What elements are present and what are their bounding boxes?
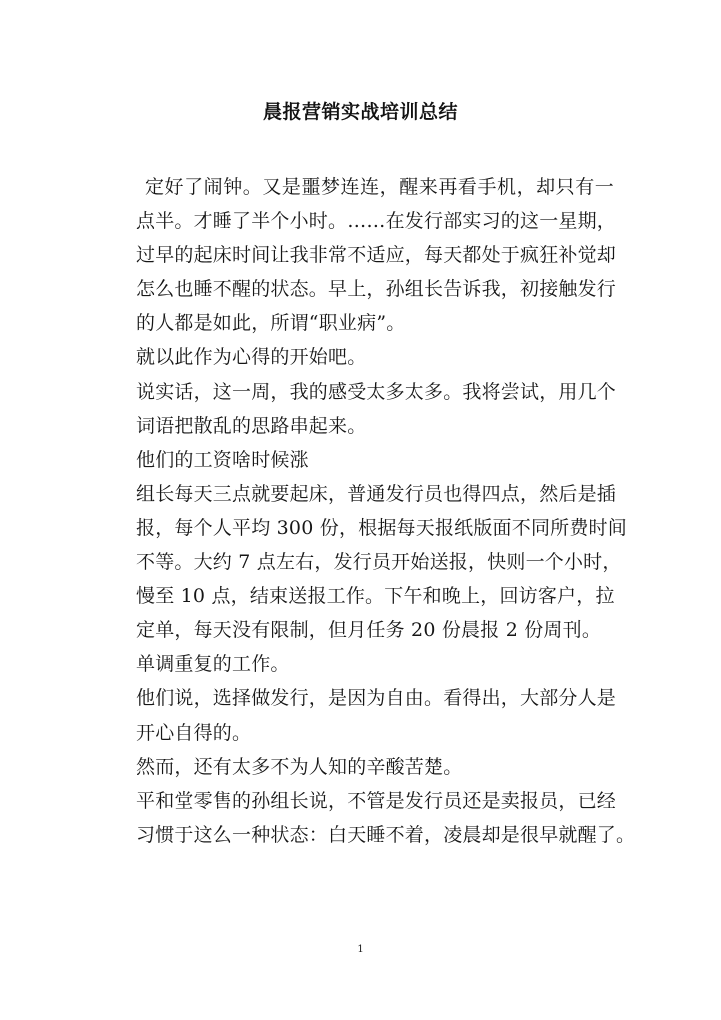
- body-line: 组长每天三点就要起床，普通发行员也得四点，然后是插: [136, 482, 617, 505]
- body-line: 慢至 10 点，结束送报工作。下午和晚上，回访客户，拉: [136, 585, 615, 608]
- body-line: 习惯于这么一种状态：白天睡不着，凌晨却是很早就醒了。: [136, 823, 636, 846]
- body-line: 平和堂零售的孙组长说，不管是发行员还是卖报员，已经: [136, 789, 617, 812]
- body-line: 词语把散乱的思路串起来。: [136, 414, 367, 437]
- body-line: 定单，每天没有限制，但月任务 20 份晨报 2 份周刊。: [136, 619, 602, 642]
- document-title: 晨报营销实战培训总结: [262, 101, 458, 123]
- body-line: 的人都是如此，所谓“职业病”。: [136, 312, 406, 335]
- body-line: 点半。才睡了半个小时。……在发行部实习的这一星期，: [136, 210, 617, 233]
- body-line: 过早的起床时间让我非常不适应，每天都处于疯狂补觉却: [136, 244, 617, 267]
- page-number: 1: [357, 944, 364, 955]
- body-line: 就以此作为心得的开始吧。: [136, 346, 367, 369]
- body-line: 然而，还有太多不为人知的辛酸苦楚。: [136, 755, 463, 778]
- body-line: 开心自得的。: [136, 721, 252, 744]
- body-line: 不等。大约 7 点左右，发行员开始送报，快则一个小时，: [136, 551, 622, 574]
- body-line: 报，每个人平均 300 份，根据每天报纸版面不同所费时间: [136, 516, 627, 539]
- body-line: 定好了闹钟。又是噩梦连连，醒来再看手机，却只有一: [145, 176, 614, 198]
- body-line: 说实话，这一周，我的感受太多太多。我将尝试，用几个: [136, 380, 617, 403]
- body-line: 他们说，选择做发行，是因为自由。看得出，大部分人是: [136, 687, 617, 710]
- body-line: 怎么也睡不醒的状态。早上，孙组长告诉我，初接触发行: [136, 278, 617, 301]
- document-body: [136, 170, 636, 852]
- body-line: 单调重复的工作。: [136, 653, 290, 676]
- section-heading-line: 他们的工资啥时候涨: [136, 448, 309, 471]
